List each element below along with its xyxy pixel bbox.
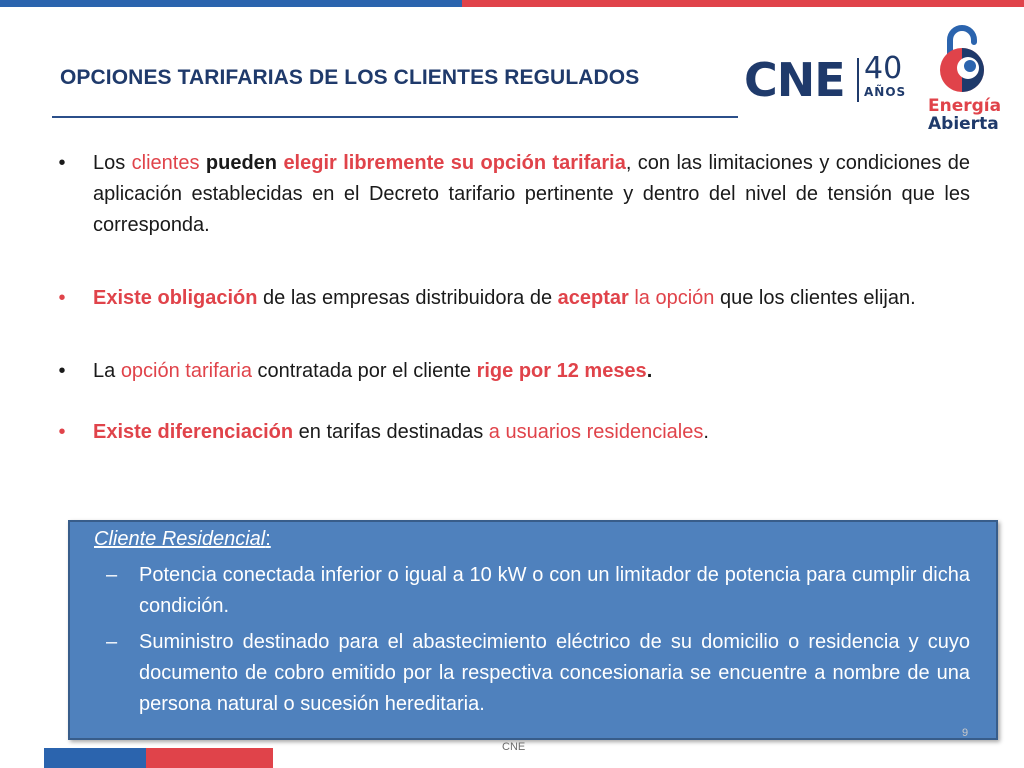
- bullet-highlight: la opción: [634, 287, 715, 309]
- page-number: 9: [962, 727, 969, 739]
- bullet-item: [52, 148, 970, 241]
- bullet-item: [52, 283, 970, 314]
- bullet-marker: •: [58, 287, 66, 309]
- bullet-marker: •: [58, 421, 66, 443]
- residential-client-callout: [68, 520, 998, 740]
- bullet-text: Los: [93, 152, 132, 174]
- dash-marker: –: [106, 631, 118, 653]
- callout-item-text: Potencia conectada inferior o igual a 10 kW o con un limitador de potencia para cumplir dicha condición.: [139, 564, 970, 617]
- cne-anniversary-word: AÑOS: [864, 85, 907, 99]
- bullet-text: de las empresas distribuidora de: [257, 287, 558, 309]
- top-accent-bar-blue: [0, 0, 462, 7]
- bullet-emphasis: pueden: [205, 152, 278, 174]
- bullet-list: [52, 148, 970, 448]
- callout-heading: [94, 524, 271, 555]
- top-accent-bar-red: [462, 0, 1024, 7]
- title-underline: [52, 116, 738, 118]
- energia-abierta-logo: [924, 20, 1000, 135]
- dash-marker: –: [106, 564, 118, 586]
- callout-item-text: Suministro destinado para el abastecimiento eléctrico de su domicilio o residencia y cuyo documento de cobro emitido por la respectiva concesionaria se encuentre a nombre de una persona natural o sucesión hereditaria.: [139, 631, 970, 715]
- bottom-accent-bar-blue: [44, 748, 146, 768]
- bullet-highlight: aceptar: [557, 287, 629, 309]
- bullet-highlight: Existe obligación: [93, 287, 258, 309]
- bullet-text: La: [93, 360, 121, 382]
- bullet-highlight: elegir libremente su opción tarifaria: [283, 152, 626, 174]
- bullet-marker: •: [58, 152, 66, 174]
- footer-text: CNE: [502, 741, 526, 753]
- cne-logo: [744, 51, 907, 107]
- bullet-highlight: opción tarifaria: [120, 360, 252, 382]
- bullet-text: .: [646, 360, 653, 382]
- cne-logo-letters: CNE: [744, 53, 845, 107]
- bottom-accent-bar-red: [146, 748, 273, 768]
- energia-abierta-line1: Energía: [928, 96, 1002, 116]
- bullet-highlight: Existe diferenciación: [93, 421, 294, 443]
- bullet-text: contratada por el cliente: [252, 360, 477, 382]
- slide-title: OPCIONES TARIFARIAS DE LOS CLIENTES REGULADOS: [60, 66, 640, 89]
- cne-logo-separator: [857, 58, 859, 102]
- cne-anniversary-number: 40: [864, 51, 903, 86]
- bullet-text: .: [703, 421, 709, 443]
- bullet-highlight: rige por 12 meses: [476, 360, 647, 382]
- energia-abierta-line2: Abierta: [928, 114, 999, 134]
- callout-item: [94, 627, 970, 720]
- bullet-text: en tarifas destinadas: [293, 421, 489, 443]
- bullet-text: que los clientes elijan.: [714, 287, 916, 309]
- bullet-text: , con las limitaciones y condiciones de aplicación establecidas en el Decreto tarifario pertinente y dentro del nivel de tensión que les corresponda.: [93, 152, 971, 236]
- bullet-item: [52, 417, 970, 448]
- bullet-marker: •: [58, 360, 66, 382]
- bullet-highlight: a usuarios residenciales: [488, 421, 704, 443]
- callout-item: [94, 560, 970, 622]
- callout-heading-colon: :: [265, 528, 271, 550]
- callout-heading-text: Cliente Residencial: [94, 528, 266, 550]
- open-padlock-icon: [924, 20, 1000, 98]
- bullet-highlight: clientes: [131, 152, 200, 174]
- bullet-item: [52, 356, 970, 387]
